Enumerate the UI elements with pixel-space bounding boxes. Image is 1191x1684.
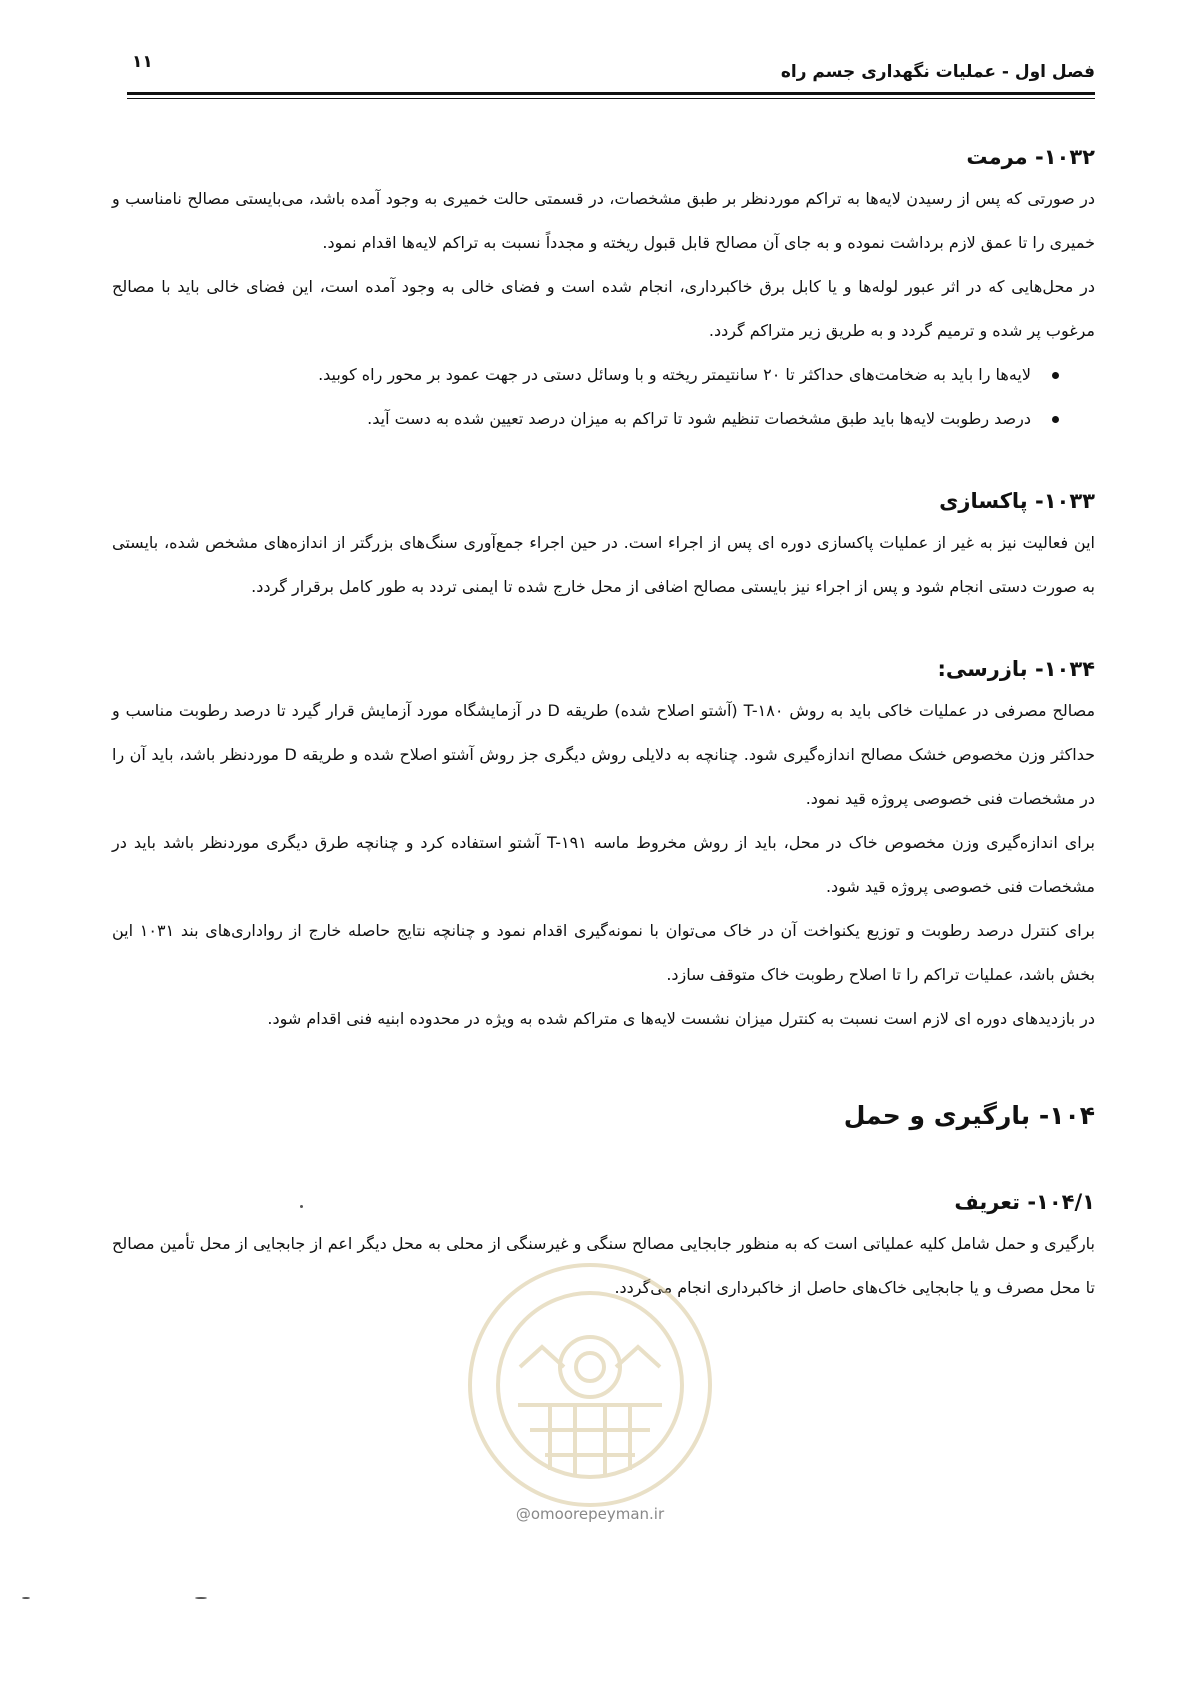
section-heading: ۱۰۴/۱- تعریف xyxy=(954,1190,1095,1214)
section-heading: ۱۰۳۲- مرمت xyxy=(966,145,1095,169)
header-rule-thick xyxy=(127,92,1095,95)
paragraph: این فعالیت نیز به غیر از عملیات پاکسازی دوره ای پس از اجراء است. در حین اجراء جمع‌آوری سنگ‌های بزرگتر از اندازه‌های مشخص شده، بایستی به صورت دستی انجام شود و پس از اجراء نیز بایستی مصالح اضافی از محل خارج شده تا ایمنی تردد به طور کامل برقرار گردد. xyxy=(112,533,1095,596)
watermark-seal-icon xyxy=(460,1255,720,1515)
section-1032 xyxy=(112,145,1095,441)
paragraph: مصالح مصرفی در عملیات خاکی باید به روش T-۱۸۰ (آشتو اصلاح شده) طریقه D در آزمایشگاه مورد آزمایش قرار گیرد تا درصد رطوبت مناسب و حداکثر وزن مخصوص خشک مصالح اندازه‌گیری شود. چنانچه به دلایلی روش دیگری جز روش آشتو اصلاح شده و طریقه D موردنظر باشد، باید آن را در مشخصات فنی خصوصی پروژه قید نمود. xyxy=(112,701,1096,808)
chapter-heading: ۱۰۴- بارگیری و حمل xyxy=(843,1101,1095,1130)
paragraph: برای کنترل درصد رطوبت و توزیع یکنواخت آن در خاک می‌توان با نمونه‌گیری اقدام نمود و چنانچه نتایج حاصله خارج از رواداری‌های بند ۱۰۳۱ این بخش باشد، عملیات تراکم را تا اصلاح رطوبت خاک متوقف سازد. xyxy=(112,921,1095,984)
bullet-list xyxy=(112,353,1095,441)
scan-speck xyxy=(22,1597,30,1599)
watermark-caption: @omoorepeyman.ir xyxy=(515,1505,665,1523)
bullet-item xyxy=(172,397,1065,441)
header-rule-thin xyxy=(127,98,1095,99)
section-heading: ۱۰۳۴- بازرسی: xyxy=(937,657,1095,681)
section-heading: ۱۰۳۳- پاکسازی xyxy=(939,489,1095,513)
bullet-text: درصد رطوبت لایه‌ها باید طبق مشخصات تنظیم شود تا تراکم به میزان درصد تعیین شده به دست آید. xyxy=(367,409,1031,428)
paragraph: بارگیری و حمل شامل کلیه عملیاتی است که به منظور جابجایی مصالح سنگی و غیرسنگی از محلی به محل دیگر اعم از جابجایی از محل تأمین مصالح تا محل مصرف و یا جابجایی خاک‌های حاصل از خاکبرداری انجام می‌گردد. xyxy=(112,1234,1095,1297)
scan-speck xyxy=(300,1205,303,1208)
paragraph: در صورتی که پس از رسیدن لایه‌ها به تراکم موردنظر بر طبق مشخصات، در قسمتی حالت خمیری به وجود آمده باشد، می‌بایستی مصالح نامناسب و خمیری را تا عمق لازم برداشت نموده و به جای آن مصالح قابل قبول ریخته و مجدداً نسبت به تراکم لایه‌ها اقدام نمود. xyxy=(112,189,1095,252)
scan-speck xyxy=(195,1597,207,1599)
paragraph: در بازدیدهای دوره ای لازم است نسبت به کنترل میزان نشست لایه‌ها ی متراکم شده به ویژه در محدوده ابنیه فنی اقدام شود. xyxy=(267,1009,1095,1028)
paragraph: برای اندازه‌گیری وزن مخصوص خاک در محل، باید از روش مخروط ماسه T-۱۹۱ آشتو استفاده کرد و چنانچه طرق دیگری موردنظر باشد باید در مشخصات فنی خصوصی پروژه قید شود. xyxy=(112,833,1095,896)
paragraph: در محل‌هایی که در اثر عبور لوله‌ها و یا کابل برق خاکبرداری، انجام شده است و فضای خالی به وجود آمده است، این فضای خالی باید با مصالح مرغوب پر شده و ترمیم گردد و به طریق زیر متراکم گردد. xyxy=(112,277,1095,340)
page-content xyxy=(112,145,1095,1310)
bullet-icon xyxy=(1052,416,1059,423)
bullet-icon xyxy=(1052,372,1059,379)
bullet-item xyxy=(172,353,1065,397)
bullet-text: لایه‌ها را باید به ضخامت‌های حداکثر تا ۲۰ سانتیمتر ریخته و با وسائل دستی در جهت عمود بر محور راه کوبید. xyxy=(318,365,1031,384)
section-1034 xyxy=(112,657,1095,1041)
page-number: ۱۱ xyxy=(132,52,153,72)
section-1033 xyxy=(112,489,1095,609)
running-header: فصل اول - عملیات نگهداری جسم راه xyxy=(780,62,1095,82)
section-104 xyxy=(112,1101,1095,1130)
